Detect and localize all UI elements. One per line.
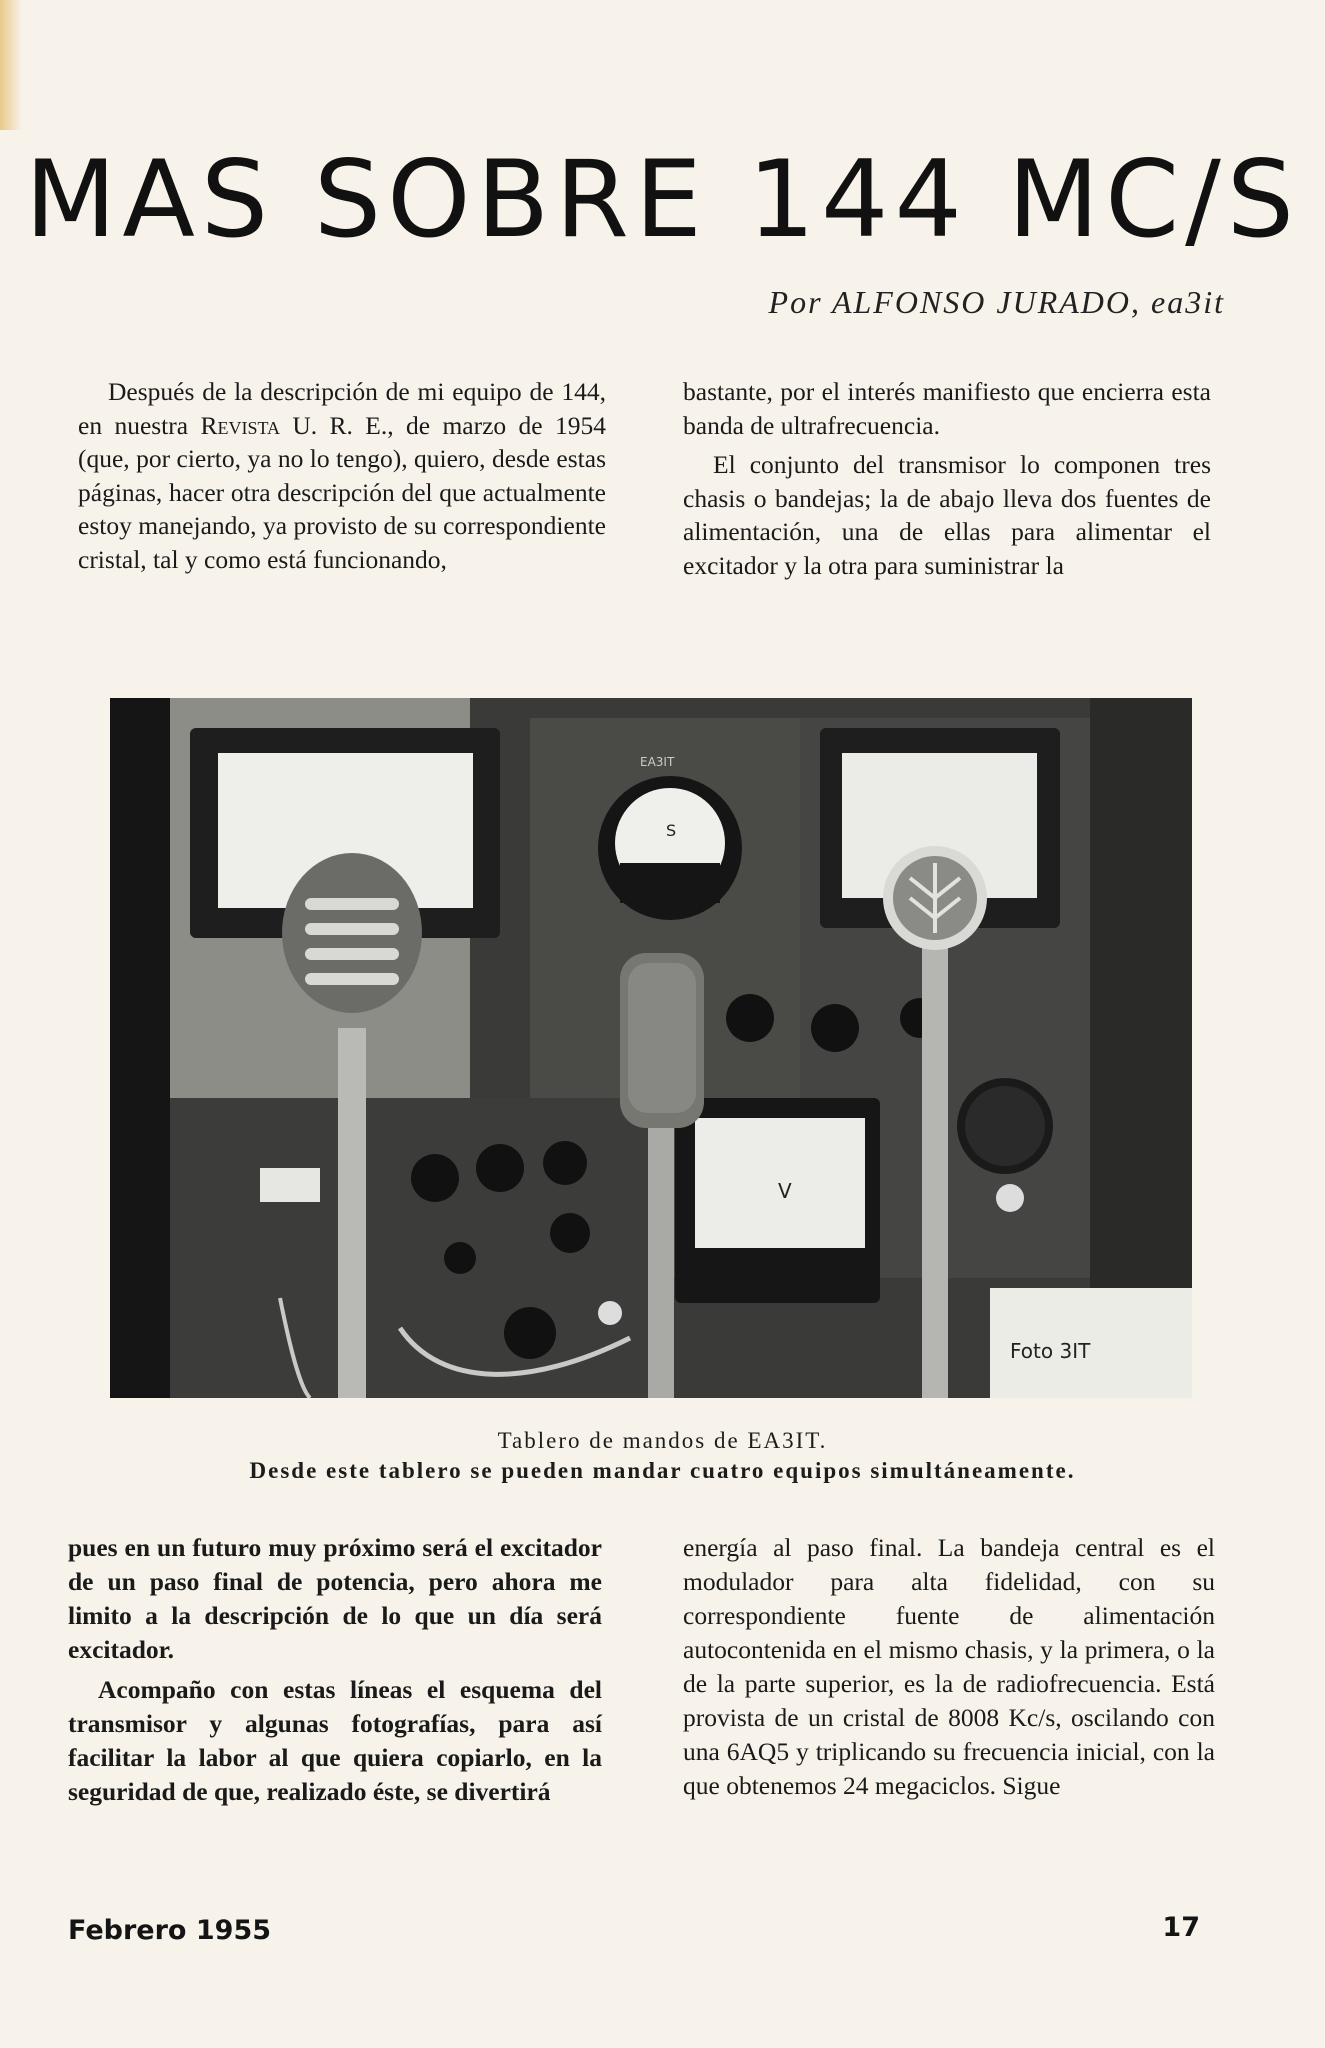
paragraph: Acompaño con estas líneas el esquema del transmisor y algunas fotografías, para así facilitar la labor al que quiera copiarlo, en la seguridad de que, realizado éste, se divertirá <box>68 1675 602 1806</box>
page-edge-stain <box>0 0 22 130</box>
caption-line-2: Desde este tablero se pueden mandar cuatro equipos simultáneamente. <box>249 1458 1076 1483</box>
panel-label: EA3IT <box>640 755 675 769</box>
column-bottom-left <box>68 1531 602 1809</box>
footer-date: Febrero 1955 <box>68 1915 272 1946</box>
control-panel-photo <box>110 698 1192 1398</box>
paragraph: bastante, por el interés manifiesto que encierra esta banda de ultrafrecuencia. <box>683 377 1211 440</box>
paragraph: pues en un futuro muy próximo será el excitador de un paso final de potencia, pero ahora me limito a la descripción de lo que un día será excitador. <box>68 1533 602 1664</box>
column-bottom-right <box>683 1531 1215 1803</box>
article-title: MAS SOBRE 144 MC/S <box>24 138 1301 261</box>
column-top-left <box>78 375 606 577</box>
text-run: U. R. E., de marzo de 1954 (que, por cierto, ya no lo tengo), quiero, desde estas páginas, hacer otra descripción del que actualmente estoy manejando, ya provisto de su correspondiente cristal, tal y como está funcionando, <box>78 410 606 574</box>
page-number: 17 <box>1162 1912 1200 1943</box>
text-run: Después de la descripción de mi equipo de 144, en nuestra <box>78 377 606 440</box>
photo-caption <box>0 1428 1325 1484</box>
article-byline: Por ALFONSO JURADO, ea3it <box>768 284 1225 320</box>
paragraph <box>78 375 606 577</box>
paragraph: El conjunto del transmisor lo componen tres chasis o bandejas; la de abajo lleva dos fuentes de alimentación, una de ellas para alimentar el excitador y la otra para suministrar la <box>683 450 1211 580</box>
photo-stamp: Foto 3IT <box>1010 1339 1091 1363</box>
caption-line-1: Tablero de mandos de EA3IT. <box>497 1428 828 1453</box>
meter-v-label: V <box>778 1179 792 1203</box>
magazine-name: Revista <box>200 410 281 440</box>
column-top-right <box>683 375 1211 583</box>
meter-s-label: S <box>666 821 677 840</box>
paragraph: energía al paso final. La bandeja central es el modulador para alta fidelidad, con su correspondiente fuente de alimentación autocontenida en el mismo chasis, y la primera, o la de la parte superior, es la de radiofrecuencia. Está provista de un cristal de 8008 Kc/s, oscilando con una 6AQ5 y triplicando su frecuencia inicial, con la que obtenemos 24 megaciclos. Sigue <box>683 1533 1215 1800</box>
